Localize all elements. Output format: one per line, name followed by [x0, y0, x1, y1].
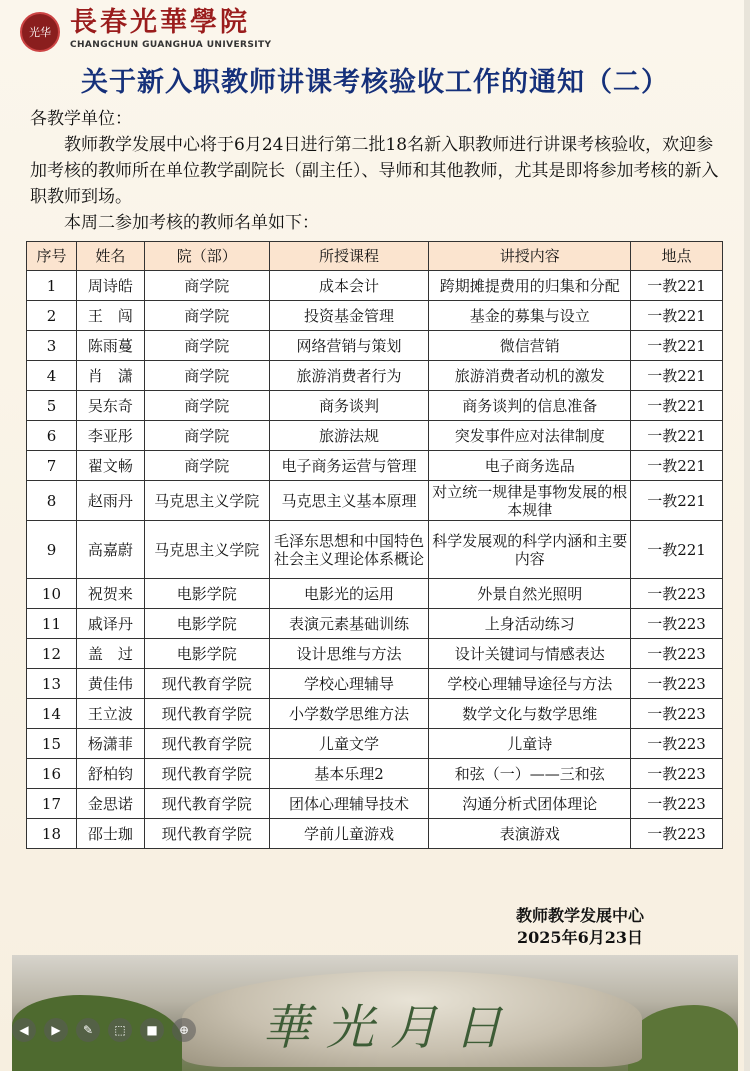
cell-content: 商务谈判的信息准备	[429, 391, 631, 421]
cell-department: 电影学院	[144, 609, 269, 639]
cell-name: 吴东奇	[76, 391, 144, 421]
cell-content: 外景自然光照明	[429, 579, 631, 609]
cell-name: 王 闯	[76, 301, 144, 331]
cell-location: 一教223	[631, 669, 723, 699]
cell-index: 13	[27, 669, 77, 699]
cell-name: 金思诺	[76, 789, 144, 819]
cell-index: 14	[27, 699, 77, 729]
cell-course: 设计思维与方法	[269, 639, 429, 669]
cell-name: 王立波	[76, 699, 144, 729]
notice-paragraph: 教师教学发展中心将于6月24日进行第二批18名新入职教师进行讲课考核验收，欢迎参加考核的教师所在单位教学副院长（副主任）、导师和其他教师，尤其是即将参加考核的新入职教师到场。	[30, 135, 719, 207]
cell-course: 旅游法规	[269, 421, 429, 451]
cell-course: 毛泽东思想和中国特色社会主义理论体系概论	[269, 521, 429, 579]
cell-department: 现代教育学院	[144, 669, 269, 699]
table-row	[27, 759, 723, 789]
cell-index: 3	[27, 331, 77, 361]
table-row	[27, 301, 723, 331]
cell-department: 现代教育学院	[144, 819, 269, 849]
university-logo-subtitle: CHANGCHUN GUANGHUA UNIVERSITY	[70, 40, 272, 50]
crop-icon[interactable]: ⬚	[108, 1018, 132, 1042]
col-header-index: 序号	[27, 242, 77, 271]
cell-index: 9	[27, 521, 77, 579]
table-row	[27, 639, 723, 669]
cell-department: 商学院	[144, 391, 269, 421]
cell-location: 一教221	[631, 421, 723, 451]
cell-department: 马克思主义学院	[144, 481, 269, 521]
cell-department: 商学院	[144, 271, 269, 301]
col-header-content: 讲授内容	[429, 242, 631, 271]
cell-course: 表演元素基础训练	[269, 609, 429, 639]
viewer-toolbar	[12, 1018, 196, 1046]
cell-name: 黄佳伟	[76, 669, 144, 699]
cell-index: 2	[27, 301, 77, 331]
cell-location: 一教221	[631, 391, 723, 421]
cell-content: 学校心理辅导途径与方法	[429, 669, 631, 699]
cell-content: 电子商务选品	[429, 451, 631, 481]
cell-course: 电子商务运营与管理	[269, 451, 429, 481]
cell-name: 赵雨丹	[76, 481, 144, 521]
table-body	[27, 271, 723, 849]
cell-name: 杨潇菲	[76, 729, 144, 759]
cell-department: 现代教育学院	[144, 729, 269, 759]
campus-banner-image	[12, 955, 738, 1071]
cell-location: 一教223	[631, 579, 723, 609]
pen-icon[interactable]: ✎	[76, 1018, 100, 1042]
col-header-name: 姓名	[76, 242, 144, 271]
cell-department: 电影学院	[144, 639, 269, 669]
cell-department: 商学院	[144, 301, 269, 331]
table-row	[27, 699, 723, 729]
table-row	[27, 391, 723, 421]
cell-content: 数学文化与数学思维	[429, 699, 631, 729]
play-icon[interactable]: ▶	[44, 1018, 68, 1042]
cell-location: 一教221	[631, 301, 723, 331]
cell-name: 肖 潇	[76, 361, 144, 391]
cell-course: 学校心理辅导	[269, 669, 429, 699]
table-row	[27, 789, 723, 819]
cell-location: 一教223	[631, 639, 723, 669]
university-logo-text: 長春光華學院	[70, 7, 250, 38]
table-row	[27, 669, 723, 699]
table-row	[27, 451, 723, 481]
cell-content: 突发事件应对法律制度	[429, 421, 631, 451]
table-row	[27, 361, 723, 391]
cell-index: 10	[27, 579, 77, 609]
cell-department: 现代教育学院	[144, 759, 269, 789]
cell-content: 基金的募集与设立	[429, 301, 631, 331]
list-intro: 本周二参加考核的教师名单如下：	[64, 213, 319, 233]
cell-course: 团体心理辅导技术	[269, 789, 429, 819]
cell-course: 电影光的运用	[269, 579, 429, 609]
cell-name: 翟文畅	[76, 451, 144, 481]
cell-index: 7	[27, 451, 77, 481]
cell-department: 现代教育学院	[144, 699, 269, 729]
cell-name: 邵士珈	[76, 819, 144, 849]
cell-index: 12	[27, 639, 77, 669]
table-row	[27, 331, 723, 361]
table-row	[27, 271, 723, 301]
cell-content: 沟通分析式团体理论	[429, 789, 631, 819]
signature-block	[480, 905, 680, 949]
cell-index: 1	[27, 271, 77, 301]
cell-name: 祝贺来	[76, 579, 144, 609]
cell-name: 舒柏钧	[76, 759, 144, 789]
table-row	[27, 819, 723, 849]
page-title: 关于新入职教师讲课考核验收工作的通知（二）	[81, 67, 669, 98]
cell-content: 对立统一规律是事物发展的根本规律	[429, 481, 631, 521]
cell-department: 马克思主义学院	[144, 521, 269, 579]
cell-index: 15	[27, 729, 77, 759]
camera-icon[interactable]: ■	[140, 1018, 164, 1042]
salutation: 各教学单位：	[30, 109, 132, 129]
cell-content: 旅游消费者动机的激发	[429, 361, 631, 391]
cell-department: 商学院	[144, 361, 269, 391]
cell-department: 商学院	[144, 421, 269, 451]
cell-course: 马克思主义基本原理	[269, 481, 429, 521]
prev-icon[interactable]: ◀	[12, 1018, 36, 1042]
cell-name: 周诗皓	[76, 271, 144, 301]
issuing-org: 教师教学发展中心	[515, 906, 644, 925]
cell-index: 11	[27, 609, 77, 639]
cell-index: 8	[27, 481, 77, 521]
cell-location: 一教221	[631, 521, 723, 579]
add-icon[interactable]: ⊕	[172, 1018, 196, 1042]
cell-location: 一教221	[631, 271, 723, 301]
cell-course: 基本乐理2	[269, 759, 429, 789]
issue-date: 2025年6月23日	[517, 928, 643, 947]
university-emblem-icon: 光华	[20, 12, 60, 52]
cell-location: 一教223	[631, 759, 723, 789]
cell-location: 一教221	[631, 481, 723, 521]
table-row	[27, 421, 723, 451]
cell-course: 成本会计	[269, 271, 429, 301]
cell-name: 高嘉蔚	[76, 521, 144, 579]
notice-body	[30, 106, 730, 236]
cell-location: 一教221	[631, 361, 723, 391]
cell-index: 6	[27, 421, 77, 451]
col-header-course: 所授课程	[269, 242, 429, 271]
cell-name: 陈雨蔓	[76, 331, 144, 361]
cell-location: 一教223	[631, 609, 723, 639]
cell-index: 17	[27, 789, 77, 819]
cell-index: 16	[27, 759, 77, 789]
cell-location: 一教223	[631, 789, 723, 819]
cell-course: 学前儿童游戏	[269, 819, 429, 849]
cell-content: 和弦（一）——三和弦	[429, 759, 631, 789]
table-row	[27, 579, 723, 609]
trees-decoration-right	[628, 1005, 738, 1071]
cell-name: 戚译丹	[76, 609, 144, 639]
cell-course: 旅游消费者行为	[269, 361, 429, 391]
col-header-location: 地点	[631, 242, 723, 271]
cell-location: 一教223	[631, 819, 723, 849]
teacher-table	[26, 241, 723, 849]
header	[0, 0, 750, 58]
cell-location: 一教221	[631, 451, 723, 481]
cell-department: 商学院	[144, 331, 269, 361]
cell-course: 网络营销与策划	[269, 331, 429, 361]
table-row	[27, 521, 723, 579]
cell-course: 儿童文学	[269, 729, 429, 759]
cell-location: 一教223	[631, 699, 723, 729]
cell-department: 电影学院	[144, 579, 269, 609]
rock-calligraphy: 華光月日	[262, 1000, 519, 1056]
cell-content: 上身活动练习	[429, 609, 631, 639]
cell-course: 小学数学思维方法	[269, 699, 429, 729]
table-row	[27, 729, 723, 759]
cell-content: 表演游戏	[429, 819, 631, 849]
cell-course: 投资基金管理	[269, 301, 429, 331]
cell-index: 5	[27, 391, 77, 421]
cell-name: 盖 过	[76, 639, 144, 669]
col-header-department: 院（部）	[144, 242, 269, 271]
cell-index: 18	[27, 819, 77, 849]
cell-content: 跨期摊提费用的归集和分配	[429, 271, 631, 301]
table-row	[27, 609, 723, 639]
cell-content: 设计关键词与情感表达	[429, 639, 631, 669]
scrollbar-track[interactable]	[744, 0, 750, 1071]
cell-name: 李亚彤	[76, 421, 144, 451]
cell-location: 一教223	[631, 729, 723, 759]
cell-department: 现代教育学院	[144, 789, 269, 819]
cell-course: 商务谈判	[269, 391, 429, 421]
cell-content: 微信营销	[429, 331, 631, 361]
cell-content: 科学发展观的科学内涵和主要内容	[429, 521, 631, 579]
cell-location: 一教221	[631, 331, 723, 361]
cell-index: 4	[27, 361, 77, 391]
table-header-row	[27, 242, 723, 271]
cell-content: 儿童诗	[429, 729, 631, 759]
cell-department: 商学院	[144, 451, 269, 481]
table-row	[27, 481, 723, 521]
